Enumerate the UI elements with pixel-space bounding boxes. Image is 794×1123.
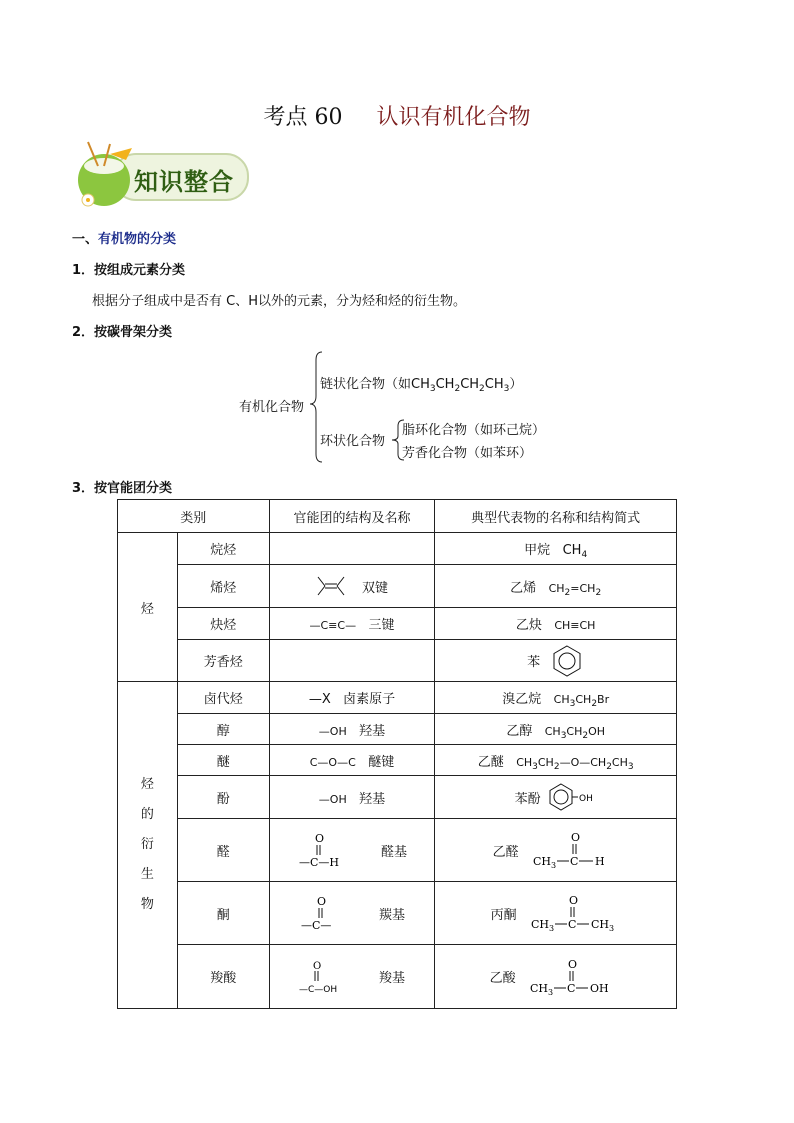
- header-functional-group: 官能团的结构及名称: [269, 500, 435, 533]
- header-representative: 典型代表物的名称和结构简式: [435, 500, 677, 533]
- fg-cell: —C≡C— 三键: [269, 608, 435, 640]
- header-category: 类别: [118, 500, 270, 533]
- svg-text:OH: OH: [589, 981, 609, 995]
- fg-cell: [269, 533, 435, 565]
- type-cell: 醇: [177, 714, 269, 745]
- tree-aromatic: 芳香化合物（如苯环）: [402, 446, 533, 461]
- svg-text:CH3: $CH_3$: [529, 981, 553, 997]
- acetaldehyde-structure-icon: [533, 829, 619, 871]
- fg-cell: [269, 565, 435, 608]
- svg-text:—C—: —C—: [300, 919, 332, 932]
- type-cell: 炔烃: [177, 608, 269, 640]
- sub3-heading: 3．按官能团分类: [72, 481, 173, 496]
- acetic-acid-structure-icon: [530, 956, 622, 998]
- rep-cell: 溴乙烷 $CH_3CH_2Br$: [435, 682, 677, 714]
- fg-cell: —OH 羟基: [269, 776, 435, 819]
- group-hydrocarbon: 烃: [118, 533, 178, 682]
- table-row: [118, 533, 677, 565]
- title-number: 考点 60: [263, 105, 343, 130]
- table-row: [118, 682, 677, 714]
- aldehyde-group-icon: [297, 830, 361, 870]
- svg-text:O: O: [568, 894, 578, 907]
- rep-cell: 丙酮 O $CH_3$ C $CH_3$: [435, 882, 677, 945]
- fg-name: 双键: [361, 580, 388, 596]
- svg-text:OH: OH: [578, 794, 593, 804]
- type-cell: 酚: [177, 776, 269, 819]
- fg-name: 醛基: [380, 844, 407, 860]
- svg-text:O: O: [570, 831, 580, 844]
- phenol-structure-icon: [547, 782, 597, 812]
- sub1-text: 根据分子组成中是否有 C、H以外的元素，分为烃和烃的衍生物。: [92, 294, 466, 309]
- type-cell: 羧酸: [177, 945, 269, 1009]
- fg-name: 羰基: [378, 907, 405, 923]
- type-cell: 卤代烃: [177, 682, 269, 714]
- sub2-heading: 2．按碳骨架分类: [72, 325, 173, 340]
- rep-cell: 乙烯 $CH_2=CH_2$: [435, 565, 677, 608]
- svg-text:C: C: [569, 855, 579, 868]
- fg-cell: —OH 羟基: [269, 714, 435, 745]
- svg-text:O: O: [316, 895, 326, 908]
- tree-chain: 链状化合物（如$CH_3CH_2CH_2CH_3$）: [320, 377, 523, 394]
- rep-cell: 乙酸 O $CH_3$ C OH: [435, 945, 677, 1009]
- svg-text:—C—OH: —C—OH: [298, 984, 338, 995]
- fg-cell: —X 卤素原子: [269, 682, 435, 714]
- fg-cell: [269, 882, 435, 945]
- functional-group-table: [117, 499, 677, 1009]
- acetone-structure-icon: [531, 892, 621, 934]
- section-heading: [72, 228, 176, 247]
- table-row: [118, 714, 677, 745]
- table-row: [118, 608, 677, 640]
- rep-cell: 苯酚 OH: [435, 776, 677, 819]
- benzene-ring-icon: [550, 644, 584, 678]
- double-bond-icon: [316, 575, 346, 597]
- table-header-row: [118, 500, 677, 533]
- section-prefix: 一、: [72, 232, 99, 247]
- fg-name: 羧基: [378, 971, 405, 986]
- rep-cell: 苯: [435, 640, 677, 682]
- type-cell: 芳香烃: [177, 640, 269, 682]
- table-row: [118, 945, 677, 1009]
- svg-text:H: H: [594, 855, 605, 868]
- type-cell: 烷烃: [177, 533, 269, 565]
- rep-cell: 乙醛 O $CH_3$ C H: [435, 819, 677, 882]
- rep-cell: 乙醇 $CH_3CH_2OH$: [435, 714, 677, 745]
- fg-cell: [269, 945, 435, 1009]
- sub1-heading: 1．按组成元素分类: [72, 263, 186, 278]
- group-derivative: 烃 的 衍 生 物: [118, 682, 178, 1009]
- svg-text:CH3: $CH_3$: [530, 918, 554, 933]
- svg-text:C: C: [566, 981, 576, 995]
- svg-text:O: O: [314, 832, 324, 845]
- svg-text:O: O: [312, 960, 322, 972]
- knowledge-badge: [74, 140, 254, 210]
- table-row: [118, 745, 677, 776]
- svg-text:—C—H: —C—H: [298, 856, 339, 869]
- table-row: [118, 640, 677, 682]
- title-name: 认识有机化合物: [376, 105, 531, 130]
- rep-cell: 乙醚 $CH_3CH_2—O—CH_2CH_3$: [435, 745, 677, 776]
- tree-ring: 环状化合物: [320, 434, 386, 449]
- type-cell: 醚: [177, 745, 269, 776]
- tree-root: 有机化合物: [239, 400, 305, 415]
- table-row: [118, 776, 677, 819]
- fg-cell: [269, 640, 435, 682]
- rep-cell: 乙炔 CH≡CH: [435, 608, 677, 640]
- table-row: [118, 882, 677, 945]
- fg-cell: [269, 819, 435, 882]
- fg-cell: C—O—C 醚键: [269, 745, 435, 776]
- svg-text:CH3: $CH_3$: [532, 855, 556, 870]
- type-cell: 烯烃: [177, 565, 269, 608]
- badge-text: 知识整合: [134, 168, 234, 196]
- table-row: [118, 565, 677, 608]
- rep-cell: 甲烷 $CH_4$: [435, 533, 677, 565]
- section-title: 有机物的分类: [98, 232, 177, 247]
- page-title: [0, 100, 794, 131]
- carboxyl-group-icon: [299, 957, 357, 997]
- tree-alicyclic: 脂环化合物（如环己烷）: [402, 423, 546, 438]
- type-cell: 酮: [177, 882, 269, 945]
- svg-text:O: O: [567, 957, 577, 971]
- type-cell: 醛: [177, 819, 269, 882]
- table-row: [118, 819, 677, 882]
- svg-text:C: C: [567, 918, 577, 931]
- svg-text:CH3: $CH_3$: [590, 918, 614, 933]
- carbonyl-group-icon: [299, 893, 349, 933]
